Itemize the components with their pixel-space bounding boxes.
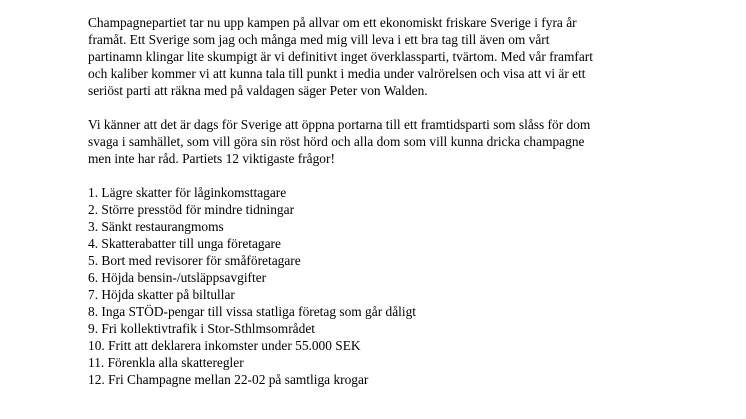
list-item: 3. Sänkt restaurangmoms	[88, 219, 224, 234]
list-item: 5. Bort med revisorer för småföretagare	[88, 253, 301, 268]
document-body	[88, 14, 688, 388]
list-item: 4. Skatterabatter till unga företagare	[88, 236, 281, 251]
list-item: 2. Större presstöd för mindre tidningar	[88, 202, 295, 217]
list-item: 7. Höjda skatter på biltullar	[88, 287, 235, 302]
list-item: 10. Fritt att deklarera inkomster under 55.000 SEK	[88, 338, 361, 353]
priorities-list	[88, 184, 688, 388]
list-item: 12. Fri Champagne mellan 22-02 på samtliga krogar	[88, 372, 369, 387]
list-item: 1. Lägre skatter för låginkomsttagare	[88, 185, 287, 200]
list-item: 11. Förenkla alla skatteregler	[88, 355, 244, 370]
intro-paragraph: Champagnepartiet tar nu upp kampen på allvar om ett ekonomiskt friskare Sverige i fyra år framåt. Ett Sverige som jag och många med mig vill leva i ett bra tag till även om vårt partinamn klingar lite skumpigt är vi definitivt inget överklassparti, tvärtom. Med vår framfart och kaliber kommer vi att kunna tala till punkt i media under valrörelsen och visa att vi är ett seriöst parti att räkna med på valdagen säger Peter von Walden.	[88, 15, 593, 98]
list-item: 9. Fri kollektivtrafik i Stor-Sthlmsområdet	[88, 321, 315, 336]
second-paragraph: Vi känner att det är dags för Sverige att öppna portarna till ett framtidsparti som slåss för dom svaga i samhället, som vill göra sin röst hörd och alla dom som vill kunna dricka champagne men inte har råd. Partiets 12 viktigaste frågor!	[88, 117, 591, 166]
list-item: 8. Inga STÖD-pengar till vissa statliga företag som går dåligt	[88, 304, 416, 319]
list-item: 6. Höjda bensin-/utsläppsavgifter	[88, 270, 267, 285]
